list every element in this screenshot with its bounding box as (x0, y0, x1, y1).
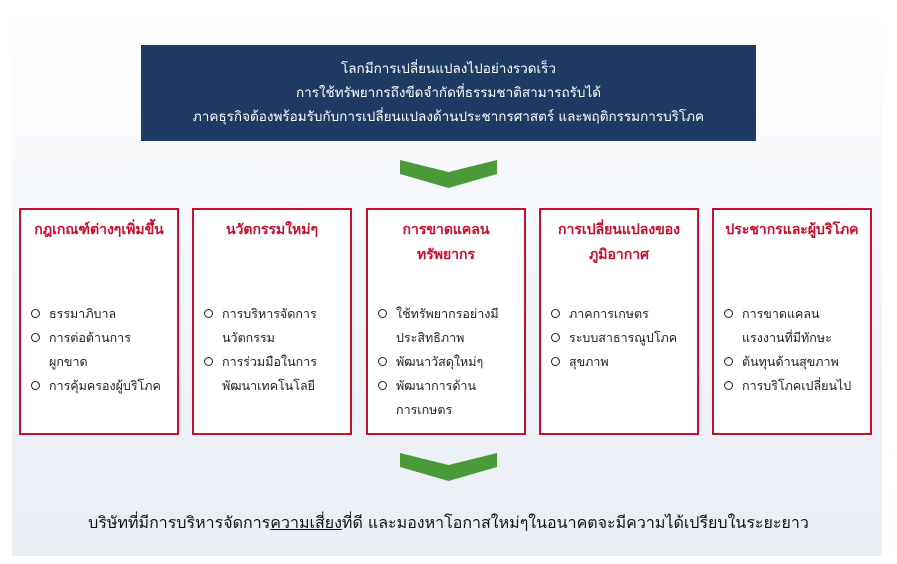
factor-list (194, 278, 350, 398)
bullet-circle-icon (204, 357, 213, 366)
conclusion-text (0, 512, 897, 534)
bullet-circle-icon (551, 309, 560, 318)
banner-line-2: การใช้ทรัพยากรถึงขีดจำกัดที่ธรรมชาติสามารถรับได้ (295, 85, 602, 101)
list-item: การคุ้มครองผู้บริโภค (31, 374, 169, 398)
factor-title: นวัตกรรมใหม่ๆ (225, 222, 319, 238)
bullet-circle-icon (378, 309, 387, 318)
factor-list (21, 278, 177, 398)
list-item: ใช้ทรัพยากรอย่างมีประสิทธิภาพ (378, 302, 516, 350)
list-item: สุขภาพ (551, 350, 689, 374)
bullet-circle-icon (724, 357, 733, 366)
chevron-down-icon (400, 453, 497, 481)
factor-title: การขาดแคลนทรัพยากร (402, 222, 490, 263)
list-item: การบริหารจัดการนวัตกรรม (204, 302, 342, 350)
bullet-circle-icon (31, 333, 40, 342)
factor-list (714, 278, 870, 398)
chevron-down-icon (400, 160, 497, 188)
factor-box-resource-scarcity (366, 208, 526, 435)
factor-box-population-consumers (712, 208, 872, 435)
list-item: ระบบสาธารณูปโภค (551, 326, 689, 350)
factor-box-climate-change (539, 208, 699, 435)
list-item: การต่อต้านการผูกขาด (31, 326, 169, 374)
list-item: ภาคการเกษตร (551, 302, 689, 326)
factor-list (541, 278, 697, 374)
list-item: พัฒนาวัสดุใหม่ๆ (378, 350, 516, 374)
factor-box-innovation (192, 208, 352, 435)
bullet-circle-icon (551, 333, 560, 342)
list-item: การร่วมมือในการพัฒนาเทคโนโลยี (204, 350, 342, 398)
banner-line-3: ภาคธุรกิจต้องพร้อมรับกับการเปลี่ยนแปลงด้านประชากรศาสตร์ และพฤติกรรมการบริโภค (192, 109, 705, 125)
bullet-circle-icon (31, 309, 40, 318)
bullet-circle-icon (724, 309, 733, 318)
bullet-circle-icon (378, 357, 387, 366)
factor-title: กฎเกณฑ์ต่างๆเพิ่มขึ้น (34, 222, 164, 238)
list-item: ธรรมาภิบาล (31, 302, 169, 326)
list-item: พัฒนาการด้านการเกษตร (378, 374, 516, 422)
bullet-circle-icon (204, 309, 213, 318)
factor-title: ประชากรและผู้บริโภค (725, 222, 859, 238)
factor-box-regulations (19, 208, 179, 435)
list-item: ต้นทุนด้านสุขภาพ (724, 350, 862, 374)
conclusion-part: ที่ดี และมองหาโอกาสใหม่ๆในอนาคตจะมีความได้เปรียบในระยะยาว (341, 513, 809, 532)
context-banner (141, 45, 756, 141)
bullet-circle-icon (551, 357, 560, 366)
bullet-circle-icon (378, 381, 387, 390)
factor-list (368, 278, 524, 422)
conclusion-emphasis: ความเสี่ยง (270, 513, 342, 532)
list-item: การขาดแคลนแรงงานที่มีทักษะ (724, 302, 862, 350)
bullet-circle-icon (31, 381, 40, 390)
list-item: การบริโภคเปลี่ยนไป (724, 374, 862, 398)
factor-title: การเปลี่ยนแปลงของภูมิอากาศ (557, 222, 681, 263)
bullet-circle-icon (724, 381, 733, 390)
banner-line-1: โลกมีการเปลี่ยนแปลงไปอย่างรวดเร็ว (341, 61, 556, 77)
conclusion-part: บริษัทที่มีการบริหารจัดการ (88, 513, 271, 532)
